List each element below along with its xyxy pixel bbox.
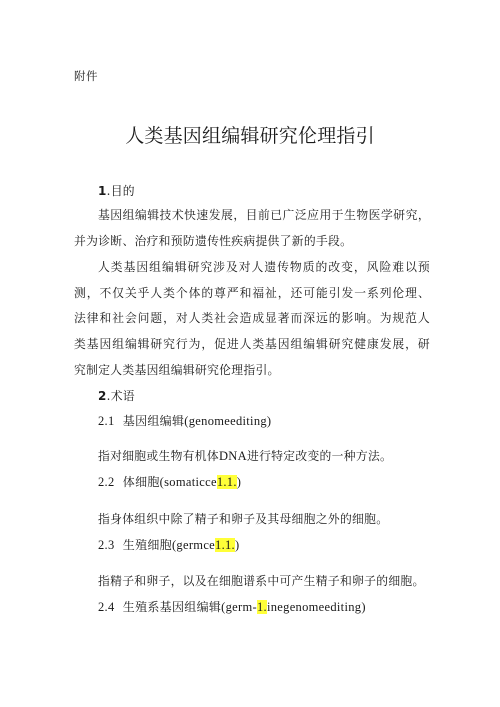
term-number: 2.4 <box>98 600 115 614</box>
term-number: 2.2 <box>98 475 115 489</box>
term-number: 2.1 <box>98 414 115 428</box>
para2-line-4: 类基因组编辑研究行为，促进人类基因组编辑研究健康发展，研 <box>74 337 430 351</box>
term-name: 生殖系基因组编辑 <box>122 600 222 614</box>
para1-line-2: 并为诊断、治疗和预防遗传性疾病提供了新的手段。 <box>74 234 353 248</box>
section-1-title: .目的 <box>106 184 135 198</box>
highlighted-text: 1.1. <box>215 538 235 552</box>
term-2-3-heading <box>98 536 239 553</box>
definition-text: 指对细胞或生物有机体 <box>98 449 219 463</box>
term-2-1-definition <box>98 447 392 464</box>
term-2-3-definition: 指精子和卵子，以及在细胞谱系中可产生精子和卵子的细胞。 <box>98 574 425 588</box>
highlighted-text: 1. <box>256 600 267 614</box>
term-english: (somaticce <box>159 475 217 489</box>
term-2-2-definition: 指身体组织中除了精子和卵子及其母细胞之外的细胞。 <box>98 512 389 526</box>
term-english: (germ- <box>221 600 257 614</box>
term-name: 体细胞 <box>122 475 160 489</box>
term-english: (germce <box>171 538 216 552</box>
term-english-close: inegenomeediting) <box>266 600 366 614</box>
term-english-close: ) <box>234 538 240 552</box>
term-name: 生殖细胞 <box>122 538 172 552</box>
attachment-label: 附件 <box>74 69 98 83</box>
term-name: 基因组编辑 <box>122 414 185 428</box>
section-2-title: .术语 <box>106 389 135 403</box>
section-2-number: 2 <box>98 389 107 403</box>
para2-line-2: 测，不仅关乎人类个体的尊严和福祉，还可能引发一系列伦理、 <box>74 286 430 300</box>
para2-line-3: 法律和社会问题，对人类社会造成显著而深远的影响。为规范人 <box>74 311 430 325</box>
term-english-close: ) <box>236 475 242 489</box>
term-2-2-heading <box>98 473 241 490</box>
term-2-4-heading <box>98 598 366 615</box>
document-title: 人类基因组编辑研究伦理指引 <box>125 125 375 147</box>
para1-line-1: 基因组编辑技术快速发展，目前已广泛应用于生物医学研究， <box>98 208 430 222</box>
section-2-heading <box>98 387 135 404</box>
highlighted-text: 1.1. <box>216 475 237 489</box>
section-1-number: 1 <box>98 184 107 198</box>
definition-text-end: 进行特定改变的一种方法。 <box>246 449 393 463</box>
section-1-heading <box>98 182 135 199</box>
term-english: (genomeediting) <box>184 414 272 428</box>
term-2-1-heading <box>98 412 271 429</box>
definition-dna: DNA <box>218 449 247 463</box>
para2-line-1: 人类基因组编辑研究涉及对人遗传物质的改变，风险难以预 <box>98 260 430 274</box>
term-number: 2.3 <box>98 538 115 552</box>
para2-line-5: 究制定人类基因组编辑研究伦理指引。 <box>74 363 280 377</box>
